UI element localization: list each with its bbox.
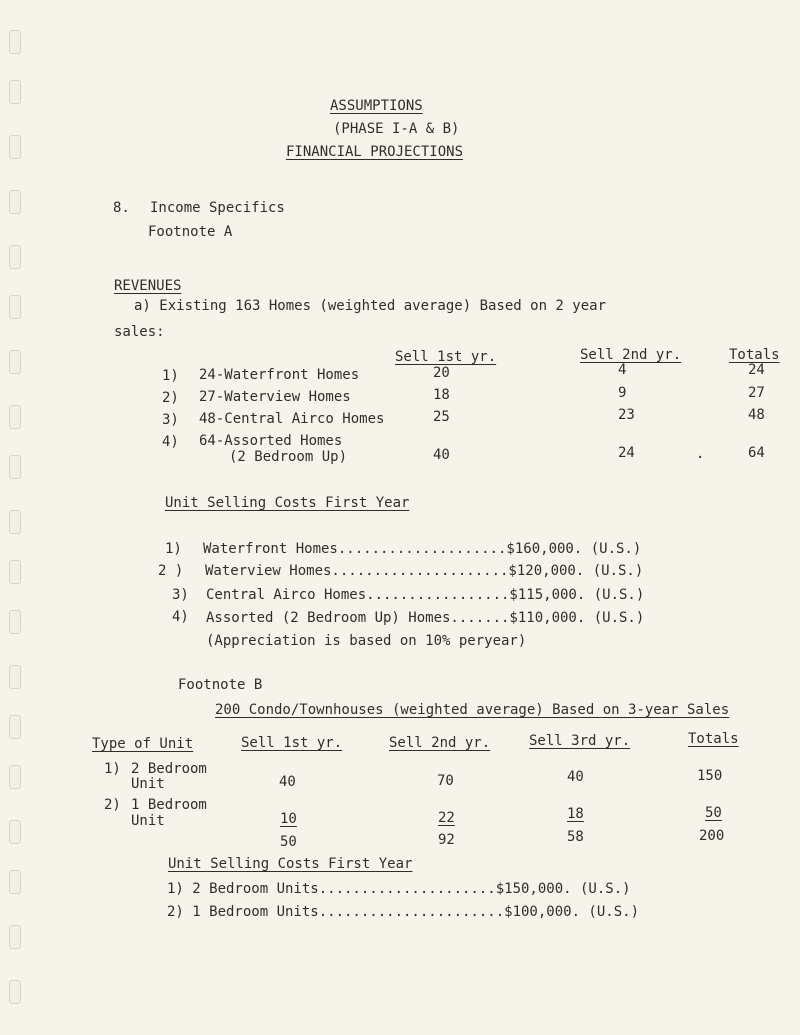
binder-hole: [9, 665, 21, 689]
binder-hole: [9, 510, 21, 534]
col-header-sell-3rd: Sell 3rd yr.: [529, 733, 631, 749]
cost-b-item: 2) 1 Bedroom Units......................$100,000. (U.S.): [167, 904, 640, 920]
row-sell-2nd: 22: [438, 810, 455, 826]
row-sell-3rd: 18: [567, 806, 584, 822]
row-sell-1st: 40: [279, 774, 296, 790]
row-sell-1st: 40: [433, 447, 450, 463]
sum-sell-2nd: 92: [438, 832, 455, 848]
row-unit-type-cont: Unit: [131, 813, 165, 829]
row-sell-1st: 25: [433, 409, 450, 425]
row-number: 1): [162, 368, 179, 384]
row-number: 3): [162, 412, 179, 428]
cost-item-number: 3): [172, 587, 189, 603]
binder-holes: [0, 0, 30, 1035]
cost-b-item: 1) 2 Bedroom Units.....................$150,000. (U.S.): [167, 881, 631, 897]
revenues-intro-cont: sales:: [114, 324, 165, 340]
row-total: 150: [697, 768, 723, 784]
col-header-totals: Totals: [729, 347, 780, 363]
binder-hole: [9, 405, 21, 429]
binder-hole: [9, 715, 21, 739]
doc-title-phase: (PHASE I-A & B): [333, 121, 460, 137]
row-label-cont: (2 Bedroom Up): [229, 449, 348, 465]
col-header-type: Type of Unit: [92, 736, 194, 752]
binder-hole: [9, 350, 21, 374]
row-label: 48-Central Airco Homes: [199, 411, 385, 427]
binder-hole: [9, 245, 21, 269]
doc-title-financial: FINANCIAL PROJECTIONS: [286, 144, 464, 160]
row-sell-1st: 20: [433, 365, 450, 381]
row-unit-type: 2 Bedroom: [131, 761, 207, 777]
row-number: 2): [162, 390, 179, 406]
row-label: 64-Assorted Homes: [199, 433, 343, 449]
cost-item-number: 2 ): [158, 563, 184, 579]
footnote-a: Footnote A: [148, 224, 233, 240]
cost-item-text: Central Airco Homes.................$115,000. (U.S.): [206, 587, 645, 603]
appreciation-note: (Appreciation is based on 10% peryear): [206, 633, 527, 649]
binder-hole: [9, 80, 21, 104]
doc-title-assumptions: ASSUMPTIONS: [330, 98, 423, 114]
row-number: 4): [162, 434, 179, 450]
row-sell-2nd: 23: [618, 407, 635, 423]
row-total: 50: [705, 805, 722, 821]
row-sell-2nd: 70: [437, 773, 454, 789]
row-sell-1st: 10: [280, 811, 297, 827]
row-sell-2nd: 4: [618, 362, 627, 378]
row-total: 27: [748, 385, 765, 401]
binder-hole: [9, 980, 21, 1004]
row-total: 24: [748, 362, 765, 378]
footnote-b-label: Footnote B: [178, 677, 263, 693]
section-title: Income Specifics: [150, 200, 285, 216]
row-number: 2): [104, 797, 121, 813]
binder-hole: [9, 610, 21, 634]
row-label: 24-Waterfront Homes: [199, 367, 360, 383]
col-header-sell-1st: Sell 1st yr.: [395, 349, 497, 365]
binder-hole: [9, 560, 21, 584]
binder-hole: [9, 455, 21, 479]
binder-hole: [9, 295, 21, 319]
row-dot: .: [696, 446, 705, 462]
row-label: 27-Waterview Homes: [199, 389, 351, 405]
binder-hole: [9, 870, 21, 894]
col-header-sell-2nd: Sell 2nd yr.: [580, 347, 682, 363]
row-unit-type-cont: Unit: [131, 776, 165, 792]
row-number: 1): [104, 761, 121, 777]
row-sell-1st: 18: [433, 387, 450, 403]
footnote-b-title: 200 Condo/Townhouses (weighted average) Based on 3-year Sales: [215, 702, 730, 718]
row-total: 48: [748, 407, 765, 423]
row-sell-2nd: 24: [618, 445, 635, 461]
revenues-intro: a) Existing 163 Homes (weighted average) Based on 2 year: [134, 298, 607, 314]
binder-hole: [9, 925, 21, 949]
cost-item-text: Waterview Homes.....................$120,000. (U.S.): [205, 563, 644, 579]
cost-item-text: Waterfront Homes....................$160,000. (U.S.): [203, 541, 642, 557]
section-number: 8.: [113, 200, 130, 216]
cost-item-number: 4): [172, 609, 189, 625]
cost-item-number: 1): [165, 541, 182, 557]
revenues-heading: REVENUES: [114, 278, 182, 294]
sum-sell-1st: 50: [280, 834, 297, 850]
cost-item-text: Assorted (2 Bedroom Up) Homes.......$110,000. (U.S.): [206, 610, 645, 626]
col-header-totals: Totals: [688, 731, 739, 747]
costs-a-heading: Unit Selling Costs First Year: [165, 495, 410, 511]
binder-hole: [9, 765, 21, 789]
sum-total: 200: [699, 828, 725, 844]
col-header-sell-1st: Sell 1st yr.: [241, 735, 343, 751]
sum-sell-3rd: 58: [567, 829, 584, 845]
binder-hole: [9, 30, 21, 54]
col-header-sell-2nd: Sell 2nd yr.: [389, 735, 491, 751]
row-total: 64: [748, 445, 765, 461]
binder-hole: [9, 820, 21, 844]
row-sell-2nd: 9: [618, 385, 627, 401]
costs-b-heading: Unit Selling Costs First Year: [168, 856, 413, 872]
binder-hole: [9, 135, 21, 159]
row-sell-3rd: 40: [567, 769, 584, 785]
binder-hole: [9, 190, 21, 214]
row-unit-type: 1 Bedroom: [131, 797, 207, 813]
